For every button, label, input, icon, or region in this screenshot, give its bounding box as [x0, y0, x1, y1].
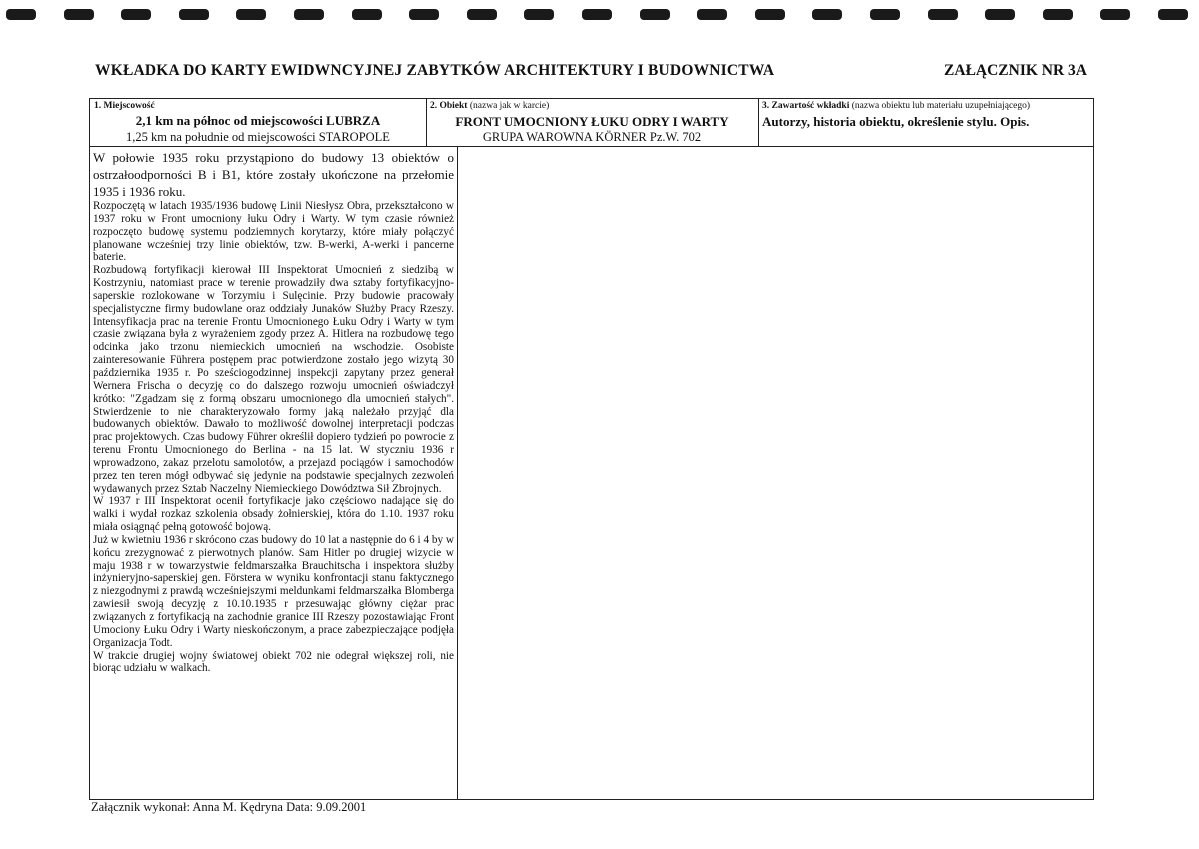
locality-line-2: 1,25 km na południe od miejscowości STAROPOLE — [126, 130, 390, 144]
description-paragraph: Już w kwietniu 1936 r skrócono czas budowy do 10 lat a następnie do 6 i 4 by w końcu zrezygnować z pierwotnych planów. Sam Hitler po drugiej wizycie w maju 1938 r w towarzystwie feldmarszałka Brauchitscha i inspektora służby inżynieryjno-saperskiej gen. Förstera w wyniku konfrontacji stanu faktycznego z niezgodnymi z prawdą wcześniejszymi meldunkami feldmarszałka Blomberga zawiesił swoją decyzję z 10.10.1935 r przesuwając główny ciężar prac związanych z fortyfikacją na zachodnie granice III Rzeszy pozostawiając Front Umociony Łuku Odry i Warty nieskończonym, a prace zabezpieczające podjęła Organizacja Todt. — [93, 533, 454, 649]
binding-hole — [928, 9, 958, 20]
binding-hole — [6, 9, 36, 20]
description-paragraph: Rozpoczętą w latach 1935/1936 budowę Linii Niesłysz Obra, przekształcono w 1937 roku w Front umocniony łuku Odry i Warty. W tym czasie również rozpoczęto budowę systemu podziemnych korytarzy, które miały połączyć planowane wcześniej trzy linie obiektów, tzw. B-werki, A-werki i pancerne baterie. — [93, 200, 454, 264]
history-description — [93, 149, 454, 675]
binding-hole — [1100, 9, 1130, 20]
object-label: 2. Obiekt — [430, 101, 468, 111]
form-table — [89, 98, 1094, 800]
object-line-2: GRUPA WAROWNA KÖRNER Pz.W. 702 — [482, 130, 702, 144]
binding-hole — [467, 9, 497, 20]
locality-label: 1. Miejscowość — [94, 101, 155, 111]
binding-hole — [294, 9, 324, 20]
author-and-date: Załącznik wykonał: Anna M. Kędryna Data: 9.09.2001 — [91, 800, 367, 814]
contents-label: 3. Zawartość wkładki — [762, 101, 850, 111]
description-lead: W połowie 1935 roku przystąpiono do budowy 13 obiektów o ostrzałoodporności B i B1, które zostały ukończone na przełomie 1935 i 1936 roku. — [93, 150, 454, 199]
binding-hole — [582, 9, 612, 20]
header-row-divider — [90, 146, 1093, 147]
column-divider-2 — [758, 99, 759, 146]
contents-line-1: Autorzy, historia obiektu, określenie stylu. Opis. — [762, 114, 1030, 129]
binding-hole — [812, 9, 842, 20]
binding-hole — [409, 9, 439, 20]
object-label-note: (nazwa jak w karcie) — [469, 101, 550, 111]
binding-hole — [236, 9, 266, 20]
binding-hole — [179, 9, 209, 20]
binding-hole — [1043, 9, 1073, 20]
binding-hole — [697, 9, 727, 20]
description-paragraph: W trakcie drugiej wojny światowej obiekt 702 nie odegrał większej roli, nie biorąc udziału w walkach. — [93, 649, 454, 675]
binding-hole — [1158, 9, 1188, 20]
binding-hole — [985, 9, 1015, 20]
body-column-divider — [457, 146, 458, 799]
description-paragraph: Rozbudową fortyfikacji kierował III Inspektorat Umocnień z siedzibą w Kostrzyniu, natomiast prace w terenie prowadziły dwa sztaby fortyfikacyjno-saperskie rozlokowane w Torzymiu i Sulęcinie. Przy budowie pracowały specjalistyczne firmy budowlane oraz oddziały Junaków Służby Pracy Rzeszy. Intensyfikacja prac na terenie Frontu Umocnionego Łuku Odry i Warty w tym czasie związana była z wyrażeniem zgody przez A. Hitlera na rozbudowę tego odcinka jako trzonu niemieckich umocnień na wschodzie. Osobiste zainteresowanie Führera postępem prac potwierdzone zostało jego wizytą 30 października 1935 r. Po sześciogodzinnej inspekcji zapytany przez generał Wernera Frischa o decyzję co do dalszego rozwoju umocnień oświadczył krótko: "Zgadzam się z formą obszaru umocnionego dla umocnień stałych". Stwierdzenie to nie charakteryzowało formy jaką należało przyjąć dla budowanych obiektów. Dawało to możliwość dowolnej interpretacji podczas prac projektowych. Czas budowy Führer określił dopiero tydzień po powrocie z terenu Frontu Umocnionego do Berlina - na 15 lat. W styczniu 1936 r wprowadzono, zakaz przelotu samolotów, a przejazd pociągów i samochodów przez ten teren mógł odbywać się jedynie na podstawie specjalnych zezwoleń wydawanych przez Sztab Naczelny Niemieckiego Dowództwa Sił Zbrojnych. — [93, 264, 454, 495]
binding-hole — [755, 9, 785, 20]
document-header — [95, 62, 1095, 84]
binding-holes — [0, 6, 1199, 24]
contents-label-note: (nazwa obiektu lub materiału uzupełniającego) — [851, 101, 1031, 111]
description-paragraph: W 1937 r III Inspektorat ocenił fortyfikacje jako częściowo nadające się do walki i wydał rozkaz szkolenia obsady żołnierskiej, która do 1.10. 1937 roku miała osiągnąć pełną gotowość bojową. — [93, 495, 454, 534]
locality-line-1: 2,1 km na północ od miejscowości LUBRZA — [135, 113, 381, 128]
binding-hole — [64, 9, 94, 20]
object-line-1: FRONT UMOCNIONY ŁUKU ODRY I WARTY — [455, 114, 729, 129]
annex-number: ZAŁĄCZNIK NR 3A — [944, 62, 1087, 79]
binding-hole — [352, 9, 382, 20]
binding-hole — [524, 9, 554, 20]
binding-hole — [870, 9, 900, 20]
document-title: WKŁADKA DO KARTY EWIDWNCYJNEJ ZABYTKÓW ARCHITEKTURY I BUDOWNICTWA — [95, 62, 775, 79]
binding-hole — [121, 9, 151, 20]
binding-hole — [640, 9, 670, 20]
